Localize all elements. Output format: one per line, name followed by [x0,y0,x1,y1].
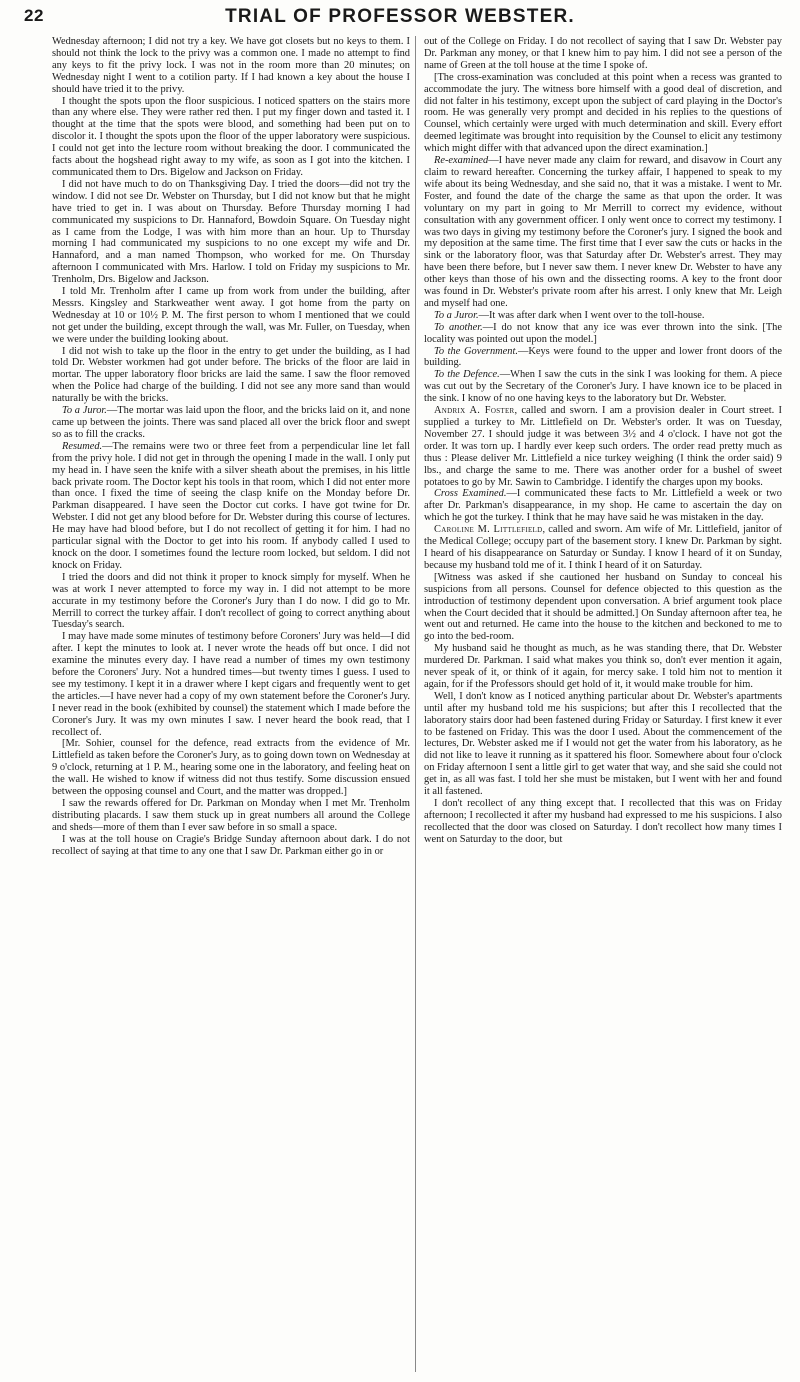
paragraph [424,405,782,488]
left-column [52,36,410,1372]
speaker-lead: To the Government. [434,345,518,357]
paragraph: I did not wish to take up the floor in the entry to get under the building, as I had told Dr. Webster workmen had got under before. The bricks of the floor are laid in mortar. The upper laboratory floor bricks are laid the same. I saw the floor removed when the Police had charge of the building. I did not see any more sand than would naturally be with the bricks. [52,345,410,405]
paragraph: I tried the doors and did not think it proper to knock simply for myself. When he was at work I never attempted to force my way in. I did not attempt to be more accurate in my testimony before the Coroner's Jury than I do now. I did go to Mr. Merrill to correct the turkey affair. I don't recollect of going to correct anything about Tuesday's search. [52,571,410,631]
paragraph [52,405,410,441]
paragraph: I told Mr. Trenholm after I came up from work from under the building, after Messrs. Kingsley and Starkweather went away. I got home from the party on Wednesday at 10 or 10½ P. M. The first person to whom I mentioned that we could not get under the building, except through the wall, was Mr. Fuller, on Tuesday, when we were under the building looking about. [52,286,410,345]
paragraph-text: —I communicated these facts to Mr. Littlefield a week or two after Dr. Parkman's disappearance, in my shop. He came to ascertain the day on which he got the turkey. I think that he may have said he was mistaken in the day. [424,488,782,524]
paragraph: [Witness was asked if she cautioned her husband on Sunday to conceal his suspicions from all persons. Counsel for defence objected to this question as the introduction of testimony dependent upon conversation. A brief argument took place when the Court decided that it should be admitted.] On Sunday afternoon after tea, he went out and returned. He came into the house to the kitchen and beckoned to me to go into the bed-room. [424,571,782,643]
paragraph-text: , called and sworn. I am a provision dealer in Court street. I supplied a turkey to Mr. Littlefield on Dr. Webster's order. It was on Tuesday, November 27. I should judge it was between 3½ and 4 o'clock. I have not got the order. It was torn up. I hardly ever keep such orders. The order read pretty much as thus : Please deliver Mr. Littlefield a nice turkey weighing (I think the order said) 9 lbs., and charge the same to me. There was another order for a bushel of sweet potatoes to go by Mr. Sawin to Cambridge. I identify the charges upon my books. [424,405,782,488]
witness-name: Andrix A. Foster [434,405,515,417]
speaker-lead: Cross Examined. [434,488,507,500]
paragraph-text: —The mortar was laid upon the floor, and the bricks laid on it, and none came up between the joints. There was sand placed all over the brick floor and swept so as to fill the cracks. [52,405,410,440]
paragraph: out of the College on Friday. I do not recollect of saying that I saw Dr. Webster pay Dr. Parkman any money, or that I knew him to pay him. I did not see a person of the name of Green at the toll house at the time I spoke of. [424,36,782,71]
paragraph-text: —It was after dark when I went over to the toll-house. [478,309,705,321]
paragraph-text: —I have never made any claim for reward, and disavow in Court any claim to reward hereafter. Concerning the turkey affair, I happened to speak to my wife about its being Wednesday, and she said no, that it was a mistake. I went to Mr. Foster, and found the date of the charge the same as that upon the order. It was voluntary on my part in going to Mr Merrill to correct my evidence, without consultation with any government officer. I only went once to correct my testimony. I was two days in giving my testimony before the Coroner's jury. I signed the book and my deposition at the same time. The first time that I ever saw the cuts or hacks in the sink or the laboratory floor, was that Saturday after Dr. Webster's arrest. They may have been there before, but I never saw them. I never knew Dr. Webster to have any other keys than those of his own and the dissecting rooms. A key to the front door was found in Dr. Webster's private room after his arrest. I only knew that Mr. Leigh and myself had one. [424,155,782,309]
paragraph: I may have made some minutes of testimony before Coroners' Jury was held—I did after. I kept the minutes to look at. I never wrote the heads off but once. I did not examine the minutes every day. I have read a number of times my own testimony before the Coroners' Jury. Not a hundred times—but twenty times I guess. I used to see my testimony. I kept it in a drawer where I kept cigars and frequently went to get the articles.—I have never had a copy of my own statement before the Coroner's Jury. I never read in the book (exhibited by counsel) the statement which I made before the Coroner's Jury. It was my own minutes I saw. I never heard the book read, that I recollect of. [52,631,410,738]
page-number: 22 [24,6,44,25]
paragraph: [The cross-examination was concluded at this point when a recess was granted to accommodate the jury. The witness bore himself with a good deal of discretion, and did not falter in his testimony, except upon the subject of card playing in the Doctor's room. He was generally very prompt and decided in his replies to the questions of Counsel, which certainly were urged with much determination and skill. Every effort deemed legitimate was brought into requisition by the Counsel to elicit any testimony which might differ with that advanced upon the direct examination.] [424,71,782,155]
paragraph-text: —Keys were found to the upper and lower front doors of the building. [424,345,782,369]
paragraph: I was at the toll house on Cragie's Bridge Sunday afternoon about dark. I do not recollect of saying at that time to any one that I saw Dr. Parkman either go in or [52,833,410,857]
paragraph [424,488,782,524]
speaker-lead: To a Juror. [62,405,107,417]
paragraph [424,155,782,310]
paragraph: Well, I don't know as I noticed anything particular about Dr. Webster's apartments until after my husband told me his suspicions; but after this I recollected that the laboratory stairs door had been fastened during Friday or Saturday. I first knew it ever to be fastened on Friday. This was the door I used. About the commencement of the lectures, Dr. Webster asked me if I would not get the water from his laboratory, as he did not like to leave it running as it spattered his floor. Somewhere about four o'clock on Friday afternoon I sent a little girl to get water that way, and she said she could not get in, as all was fast. I told her she must be mistaken, but I went with her and found it all fastened. [424,690,782,798]
paragraph-text: , called and sworn. Am wife of Mr. Littlefield, janitor of the Medical College; occupy part of the basement story. I knew Dr. Parkman by sight. I heard of his disappearance on Saturday or Sunday. I know I heard of it on Sunday, because my husband told me of it. I think I heard of it on Saturday. [424,524,782,571]
paragraph: Wednesday afternoon; I did not try a key. We have got closets but no keys to them. I should not think the lock to the privy was a common one. I made no attempt to find any keys to fit the privy lock. I was not in the room more than 20 minutes; on Wednesday night I went to a cotilion party. If I had known a key about the house I should have tried it to the privy. [52,36,410,95]
paragraph-text: —The remains were two or three feet from a perpendicular line let fall from the privy hole. I did not get in through the opening I made in the wall. I only put my head in. I have seen the knife with a silver sheath about the premises, in his little back private room. The Doctor kept his tools in that room, which I did not enter more than once. I fixed the time of seeing the clasp knife on the Monday before Dr. Parkman disappeared. I have seen the Doctor cut corks. I have got twine for Dr. Webster. I did not get any blood before for Dr. Webster during this course of lectures. He may have had blood before, but I do not recollect of getting it for him. I had no particular signal with the Doctor to get into his room. If anybody called I used to knock on the door. I sometimes found the lecture room locked, but seldom. I did not knock on Friday. [52,440,410,571]
paragraph: My husband said he thought as much, as he was standing there, that Dr. Webster murdered Dr. Parkman. I said what makes you think so, don't ever mention it again, never speak of it, or think of it again, for mercy sake. I told him not to mention it again, for if the Professors should get hold of it, it would make trouble for him. [424,643,782,690]
page-header [20,4,780,32]
paragraph [424,369,782,405]
witness-name: Caroline M. Littlefield [434,524,543,536]
paragraph [424,310,782,322]
paragraph: I did not have much to do on Thanksgiving Day. I tried the doors—did not try the window. I did not see Dr. Webster on Thursday, but I did not know but that he might have tried to get in. I was about on Thursday. Before Thursday morning I had communicated my suspicions to Dr. Hannaford, Bowdoin Square. On Tuesday night as I came from the Lodge, I was with him more than an hour. Up to Thursday morning I had communicated my suspicions to no one except my wife and Dr. Hannaford, and a man named Thompson, who worked for me. On Thursday afternoon I communicated with Mrs. Harlow. I told on Friday my suspicions to Mr. Trenholm, Drs. Bigelow and Jackson. [52,178,410,286]
speaker-lead: To a Juror. [434,309,479,321]
paragraph: [Mr. Sohier, counsel for the defence, read extracts from the evidence of Mr. Littlefield as taken before the Coroner's Jury, as to going down town on Wednesday at 9 o'clock, returning at 1 P. M., hearing some one in the laboratory, and feeling heat on the wall. He wished to know if witness did not thus testify. Some discussion ensued between the opposing counsel and Court, and the matter was dropped.] [52,738,410,798]
paragraph-text: —I do not know that any ice was ever thrown into the sink. [The locality was pointed out upon the model.] [424,321,782,345]
paragraph: I saw the rewards offered for Dr. Parkman on Monday when I met Mr. Trenholm distributing placards. I saw them stuck up in great numbers all around the College and sheds—more of them than I ever saw before in so small a space. [52,798,410,833]
paragraph [424,346,782,370]
speaker-lead: Resumed. [62,440,103,452]
right-column [424,36,782,1372]
paragraph: I don't recollect of any thing except that. I recollected that this was on Friday afternoon; I recollected it after my husband had expressed to me his suspicions. I also recollected that the door was closed on Saturday. I don't recollect how many times I went on Saturday to the door, but [424,798,782,845]
column-divider [415,36,416,1372]
running-title: TRIAL OF PROFESSOR WEBSTER. [225,6,575,27]
paragraph [52,441,410,572]
speaker-lead: To another. [434,321,483,333]
paragraph: I thought the spots upon the floor suspicious. I noticed spatters on the stairs more than any where else. They were rather red then. I put my finger down and tasted it. I thought at the time that the spots were blood, and something had been put on to discolor it. I thought the spots upon the floor of the upper laboratory were suspicious. I could not get into the lecture room without breaking the door. I communicated the facts about the hogshead right away to my wife, as soon as I got into the kitchen. I communicated them to Drs. Bigelow and Jackson on Friday. [52,95,410,178]
text-columns [52,36,782,1372]
paragraph [424,322,782,346]
speaker-lead: To the Defence. [434,369,500,381]
speaker-lead: Re-examined [434,155,489,167]
paragraph-text: —When I saw the cuts in the sink I was looking for them. A piece was cut out by the Secretary of the Coroner's Jury. I have known ice to be placed in the sink. I know of no one having keys to the laboratory but Dr. Webster. [424,369,782,405]
paragraph [424,524,782,572]
